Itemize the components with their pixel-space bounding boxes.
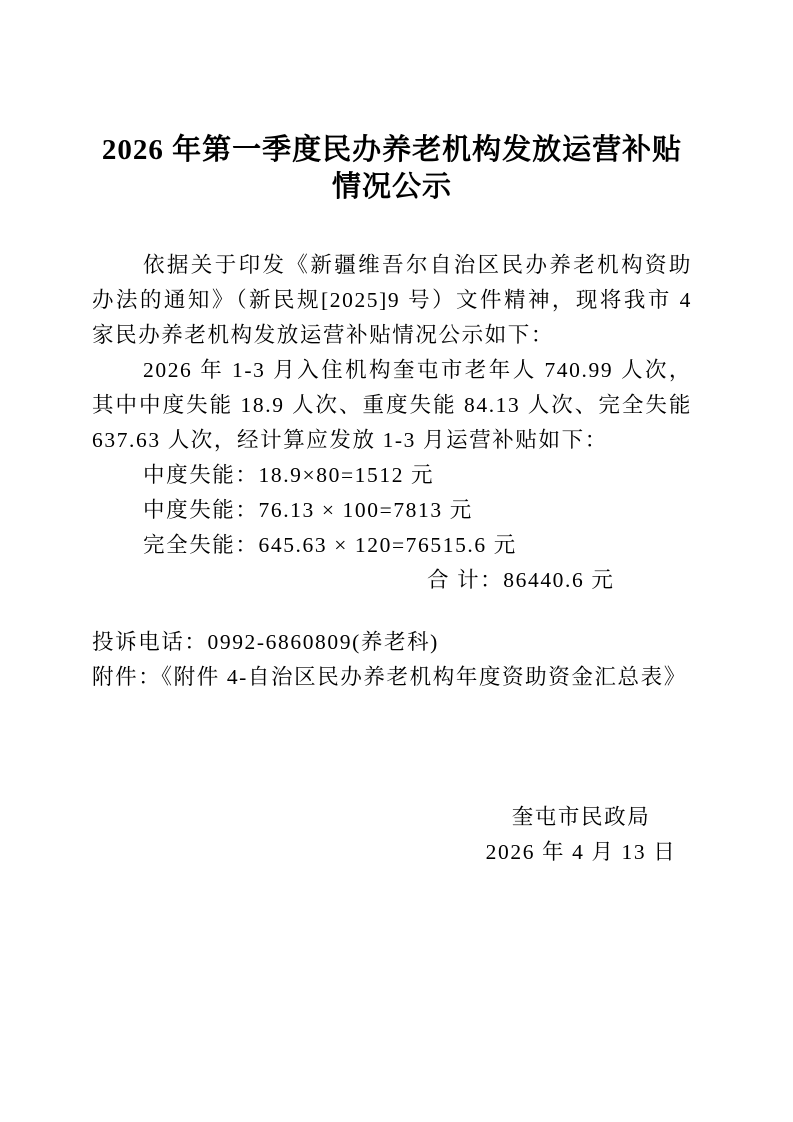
document-title	[92, 132, 692, 206]
calc-line-severe-disability: 中度失能：76.13 × 100=7813 元	[143, 498, 473, 522]
attachment-reference-line: 附件：《附件 4-自治区民办养老机构年度资助资金汇总表》	[92, 665, 687, 689]
calc-line-complete-disability: 完全失能：645.63 × 120=76515.6 元	[143, 533, 517, 557]
document-content	[92, 132, 692, 870]
total-amount-line: 合 计：86440.6 元	[427, 568, 615, 592]
title-line-1: 2026 年第一季度民办养老机构发放运营补贴	[101, 134, 683, 166]
signature-date: 2026 年 4 月 13 日	[485, 840, 677, 864]
paragraph-basis: 依据关于印发《新疆维吾尔自治区民办养老机构资助办法的通知》（新民规[2025]9 号）文件精神，现将我市 4 家民办养老机构发放运营补贴情况公示如下：	[92, 253, 692, 347]
signature-block	[481, 800, 681, 870]
complaint-phone-line: 投诉电话：0992-6860809(养老科)	[92, 630, 439, 654]
paragraph-statistics: 2026 年 1-3 月入住机构奎屯市老年人 740.99 人次，其中中度失能 18.9 人次、重度失能 84.13 人次、完全失能 637.63 人次，经计算应发放 1-3 月运营补贴如下：	[92, 358, 692, 452]
title-line-2: 情况公示	[331, 171, 452, 203]
signature-organization: 奎屯市民政局	[511, 805, 651, 829]
calc-line-moderate-disability: 中度失能：18.9×80=1512 元	[143, 463, 435, 487]
document-body	[92, 248, 692, 870]
